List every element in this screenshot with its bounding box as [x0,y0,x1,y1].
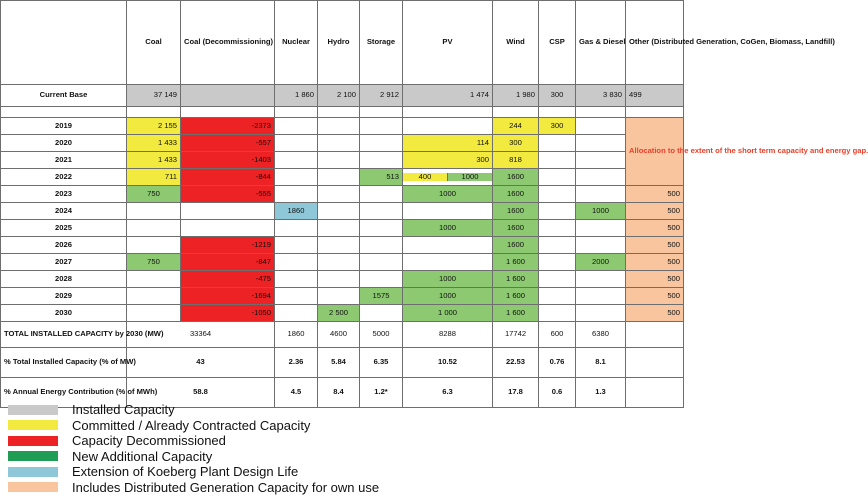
row-label: 2028 [1,271,127,288]
cell-pv: 1000 [403,220,493,237]
cell-pv: 1000 [403,288,493,305]
cell-storage [360,135,403,152]
cell-wind: 1600 [493,186,539,203]
cell-nuclear [275,254,318,271]
header-csp: CSP [539,1,576,85]
cell-pv-new: 1000 [448,173,492,182]
cell-decom: -1403 [181,152,275,169]
cell-hydro: 4600 [318,322,360,348]
cell-gas [576,220,626,237]
cell-coal: 37 149 [127,85,181,107]
cell-pv: 114 [403,135,493,152]
cell-decom: -555 [181,186,275,203]
cell-decom [181,85,275,107]
other-allocation-note: Allocation to the extent of the short term capacity and energy gap. [626,118,684,186]
cell-csp [539,288,576,305]
cell-other: 499 [626,85,684,107]
cell-coal: 750 [127,254,181,271]
year-row-2028 [1,271,684,288]
cell-nuclear [275,220,318,237]
header-gas-diesel: Gas & Diesel [576,1,626,85]
row-label: % Annual Energy Contribution (% of MWh) [1,378,127,408]
cell-coal [127,237,181,254]
cell-hydro: 8.4 [318,378,360,408]
cell-nuclear [275,237,318,254]
cell-wind: 1600 [493,237,539,254]
cell-decom: -1219 [181,237,275,254]
cell-nuclear [275,135,318,152]
header-hydro: Hydro [318,1,360,85]
legend-item [8,480,379,496]
cell-gas [576,152,626,169]
cell-pv: 1000 [403,271,493,288]
cell-hydro [318,152,360,169]
cell-csp [539,135,576,152]
cell-hydro [318,118,360,135]
header-pv: PV [403,1,493,85]
legend-label: Extension of Koeberg Plant Design Life [72,464,299,480]
cell-other: 500 [626,237,684,254]
total-row [1,322,684,348]
row-label: 2022 [1,169,127,186]
cell-decom [181,220,275,237]
cell-gas [576,288,626,305]
cell-decom: -2373 [181,118,275,135]
cell-storage [360,271,403,288]
cell-nuclear [275,288,318,305]
cell-coal: 58.8 [127,378,275,408]
cell-csp [539,237,576,254]
cell-csp [539,152,576,169]
cell-other: 500 [626,203,684,220]
header-nuclear: Nuclear [275,1,318,85]
legend-label: New Additional Capacity [72,448,213,464]
year-row-2019 [1,118,684,135]
cell-gas: 2000 [576,254,626,271]
legend-label: Committed / Already Contracted Capacity [72,417,311,433]
row-label: 2021 [1,152,127,169]
year-row-2026 [1,237,684,254]
header-wind: Wind [493,1,539,85]
year-row-2021 [1,152,684,169]
cell-coal: 43 [127,348,275,378]
cell-wind: 1 600 [493,305,539,322]
cell-gas [576,305,626,322]
cell-csp [539,271,576,288]
pct-capacity-row [1,348,684,378]
legend [8,402,379,495]
cell-other: 500 [626,271,684,288]
cell-pv: 300 [403,152,493,169]
year-row-2025 [1,220,684,237]
cell-storage: 513 [360,169,403,186]
cell-coal: 711 [127,169,181,186]
year-row-2020 [1,135,684,152]
header-coal: Coal [127,1,181,85]
row-label: TOTAL INSTALLED CAPACITY by 2030 (MW) [1,322,127,348]
cell-decom: -557 [181,135,275,152]
cell-nuclear: 1860 [275,203,318,220]
cell-csp: 300 [539,85,576,107]
legend-swatch [8,420,58,430]
cell-gas: 3 830 [576,85,626,107]
cell-pv [403,237,493,254]
year-row-2023 [1,186,684,203]
year-row-2029 [1,288,684,305]
cell-csp: 600 [539,322,576,348]
cell-nuclear [275,271,318,288]
cell-storage [360,254,403,271]
cell-other: 500 [626,186,684,203]
header-coal-decommissioning: Coal (Decommissioning) [181,1,275,85]
cell-decom: -475 [181,271,275,288]
spacer-row [1,107,684,118]
cell-storage [360,237,403,254]
cell-pv: 1 000 [403,305,493,322]
cell-hydro: 2 500 [318,305,360,322]
cell-nuclear: 1 860 [275,85,318,107]
year-row-2022 [1,169,684,186]
legend-swatch [8,451,58,461]
cell-coal: 2 155 [127,118,181,135]
cell-coal [127,220,181,237]
cell-coal: 750 [127,186,181,203]
cell-csp [539,220,576,237]
cell-wind: 1600 [493,203,539,220]
cell-csp: 0.6 [539,378,576,408]
cell-nuclear [275,305,318,322]
year-row-2027 [1,254,684,271]
cell-pv [403,118,493,135]
cell-storage [360,203,403,220]
cell-decom: -1050 [181,305,275,322]
cell-other [626,348,684,378]
cell-hydro [318,220,360,237]
cell-hydro [318,254,360,271]
cell-decom: -847 [181,254,275,271]
cell-wind: 1 600 [493,271,539,288]
row-label: 2020 [1,135,127,152]
cell-hydro [318,135,360,152]
legend-swatch [8,436,58,446]
cell-csp [539,186,576,203]
cell-csp [539,254,576,271]
legend-item [8,418,379,434]
row-label: 2019 [1,118,127,135]
cell-wind: 818 [493,152,539,169]
cell-storage: 5000 [360,322,403,348]
cell-gas: 1.3 [576,378,626,408]
cell-wind: 1 600 [493,288,539,305]
cell-nuclear: 4.5 [275,378,318,408]
row-label: Current Base [1,85,127,107]
cell-gas [576,186,626,203]
cell-coal [127,288,181,305]
header-row [1,1,684,85]
cell-storage [360,220,403,237]
cell-nuclear [275,169,318,186]
cell-hydro: 2 100 [318,85,360,107]
legend-swatch [8,467,58,477]
cell-coal: 1 433 [127,135,181,152]
cell-storage [360,305,403,322]
cell-gas: 8.1 [576,348,626,378]
base-row [1,85,684,107]
cell-other [626,322,684,348]
cell-storage [360,152,403,169]
cell-storage: 1.2* [360,378,403,408]
cell-pv: 10.52 [403,348,493,378]
row-label: 2026 [1,237,127,254]
row-label: 2030 [1,305,127,322]
cell-other: 500 [626,220,684,237]
row-label: 2029 [1,288,127,305]
cell-pv: 6.3 [403,378,493,408]
cell-nuclear: 2.36 [275,348,318,378]
cell-csp: 300 [539,118,576,135]
legend-item [8,464,379,480]
cell-hydro [318,237,360,254]
cell-pv [403,169,493,186]
legend-label: Capacity Decommissioned [72,433,226,449]
cell-pv: 8288 [403,322,493,348]
cell-decom: -844 [181,169,275,186]
cell-pv: 1 474 [403,85,493,107]
cell-nuclear [275,152,318,169]
cell-wind: 1600 [493,220,539,237]
cell-coal: 33364 [127,322,275,348]
cell-gas [576,169,626,186]
cell-storage [360,118,403,135]
header-blank [1,1,127,85]
cell-nuclear [275,118,318,135]
cell-csp [539,305,576,322]
cell-nuclear [275,186,318,203]
cell-wind: 17.8 [493,378,539,408]
cell-hydro [318,271,360,288]
cell-csp: 0.76 [539,348,576,378]
cell-csp [539,169,576,186]
cell-wind: 1 980 [493,85,539,107]
cell-wind: 1 600 [493,254,539,271]
cell-hydro [318,288,360,305]
row-label: 2025 [1,220,127,237]
legend-swatch [8,405,58,415]
cell-other: 500 [626,305,684,322]
cell-hydro [318,203,360,220]
cell-coal [127,305,181,322]
cell-gas [576,237,626,254]
cell-other: 500 [626,288,684,305]
cell-wind: 17742 [493,322,539,348]
legend-swatch [8,482,58,492]
cell-gas [576,271,626,288]
header-storage: Storage [360,1,403,85]
cell-other [626,378,684,408]
legend-label: Installed Capacity [72,402,175,418]
year-row-2024 [1,203,684,220]
cell-gas [576,118,626,135]
cell-csp [539,203,576,220]
row-label: 2023 [1,186,127,203]
cell-gas: 1000 [576,203,626,220]
cell-wind: 300 [493,135,539,152]
cell-hydro: 5.84 [318,348,360,378]
legend-label: Includes Distributed Generation Capacity for own use [72,479,380,495]
year-row-2030 [1,305,684,322]
cell-coal [127,271,181,288]
cell-gas: 6380 [576,322,626,348]
cell-storage: 1575 [360,288,403,305]
cell-pv [403,254,493,271]
cell-storage: 2 912 [360,85,403,107]
cell-pv: 1000 [403,186,493,203]
cell-nuclear: 1860 [275,322,318,348]
cell-storage: 6.35 [360,348,403,378]
cell-hydro [318,186,360,203]
cell-pv [403,203,493,220]
legend-item [8,402,379,418]
row-label: 2027 [1,254,127,271]
legend-item [8,449,379,465]
cell-decom [181,203,275,220]
cell-hydro [318,169,360,186]
row-label: % Total Installed Capacity (% of MW) [1,348,127,378]
cell-storage [360,186,403,203]
cell-wind: 22.53 [493,348,539,378]
legend-item [8,433,379,449]
row-label: 2024 [1,203,127,220]
header-other: Other (Distributed Generation, CoGen, Biomass, Landfill) [626,1,684,85]
cell-wind: 1600 [493,169,539,186]
cell-other: 500 [626,254,684,271]
cell-decom: -1694 [181,288,275,305]
cell-gas [576,135,626,152]
cell-coal [127,203,181,220]
cell-pv-committed: 400 [403,173,448,182]
cell-wind: 244 [493,118,539,135]
cell-coal: 1 433 [127,152,181,169]
